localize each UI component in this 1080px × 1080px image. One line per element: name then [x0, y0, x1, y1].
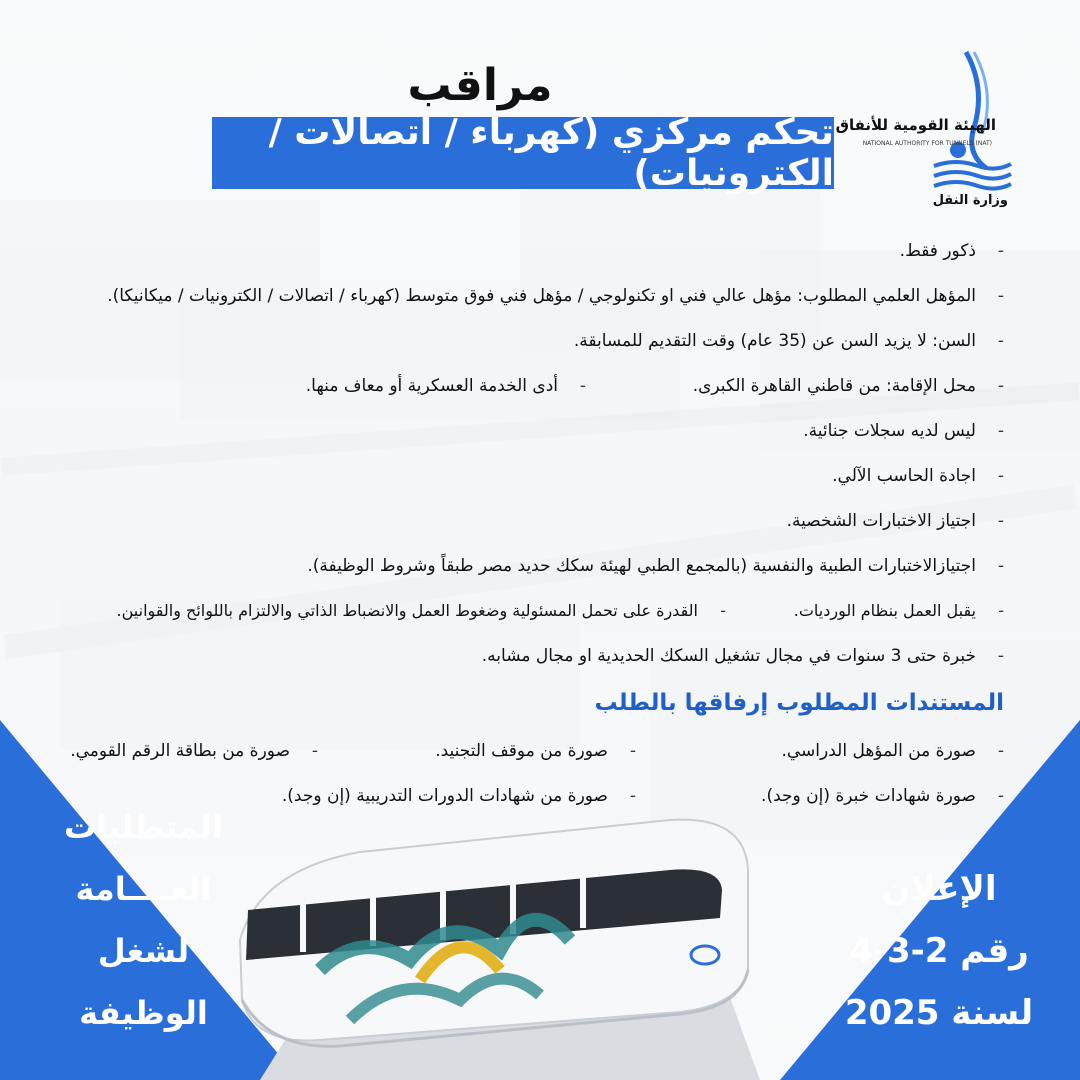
- requirement-text: خبرة حتى 3 سنوات في مجال تشغيل السكك الحديدية او مجال مشابه.: [481, 645, 976, 666]
- list-item: [44, 588, 1004, 633]
- requirement-text: محل الإقامة: من قاطني القاهرة الكبرى.: [692, 375, 976, 396]
- job-subtitle-banner: تحكم مركزي (كهرباء / اتصالات / الكترونيات): [212, 117, 834, 189]
- footer-left-line: العــــامة: [75, 870, 212, 908]
- bullet-dash: -: [998, 601, 1004, 620]
- requirements-list: [44, 228, 1004, 818]
- list-item: [44, 273, 1004, 318]
- list-item: [44, 453, 1004, 498]
- footer-right-line: لسنة 2025: [844, 993, 1034, 1033]
- monorail-train-illustration: [200, 800, 760, 1080]
- bullet-dash: -: [997, 740, 1004, 761]
- document-text: صورة شهادات خبرة (إن وجد).: [761, 785, 976, 806]
- logo-ministry: وزارة النقل: [932, 193, 1008, 208]
- bullet-dash: -: [997, 330, 1004, 351]
- list-item: [44, 318, 1004, 363]
- requirement-text: ذكور فقط.: [899, 240, 976, 261]
- requirement-text: اجتياز الاختبارات الشخصية.: [786, 510, 976, 531]
- requirement-text: ليس لديه سجلات جنائية.: [803, 420, 976, 441]
- list-item: [44, 228, 1004, 273]
- announcement-number-label: [834, 858, 1044, 1044]
- footer-right-line: الإعلان: [881, 869, 997, 909]
- bullet-dash: -: [629, 740, 636, 761]
- bullet-dash: -: [720, 601, 726, 620]
- requirement-text: اجادة الحاسب الآلي.: [832, 465, 976, 486]
- list-item: [44, 633, 1004, 678]
- requirement-text: القدرة على تحمل المسئولية وضغوط العمل والانضباط الذاتي والالتزام باللوائح والقوانين.: [116, 601, 698, 620]
- bullet-dash: -: [997, 645, 1004, 666]
- list-item: [44, 498, 1004, 543]
- footer-left-line: لشغل الوظيفة: [79, 932, 208, 1032]
- bullet-dash: -: [997, 240, 1004, 261]
- document-text: صورة من شهادات الدورات التدريبية (إن وجد).: [281, 785, 608, 806]
- bullet-dash: -: [311, 740, 318, 761]
- footer-right-line: رقم 2-3-4: [849, 931, 1029, 971]
- requirement-text: يقبل العمل بنظام الورديات.: [793, 601, 976, 620]
- list-item: [44, 363, 1004, 408]
- requirement-text: السن: لا يزيد السن عن (35 عام) وقت التقديم للمسابقة.: [573, 330, 976, 351]
- logo-name-ar: الهيئة القومية للأنفاق: [835, 116, 996, 134]
- bullet-dash: -: [579, 375, 586, 396]
- general-requirements-label: [36, 796, 251, 1044]
- document-text: صورة من موقف التجنيد.: [435, 740, 608, 761]
- bullet-dash: -: [629, 785, 636, 806]
- bullet-dash: -: [997, 555, 1004, 576]
- logo-name-en: NATIONAL AUTHORITY FOR TUNNELS (NAT): [862, 140, 992, 147]
- requirement-text: المؤهل العلمي المطلوب: مؤهل عالي فني او تكنولوجي / مؤهل فني فوق متوسط (كهرباء / اتصالات / الكترونيات / ميكانيكا).: [107, 285, 976, 306]
- bullet-dash: -: [997, 420, 1004, 441]
- list-item: [44, 408, 1004, 453]
- bullet-dash: -: [997, 510, 1004, 531]
- document-text: صورة من بطاقة الرقم القومي.: [70, 740, 290, 761]
- list-item: [44, 728, 1004, 773]
- bullet-dash: -: [997, 285, 1004, 306]
- requirement-text: اجتيازالاختبارات الطبية والنفسية (بالمجمع الطبي لهيئة سكك حديد مصر طبقاً وشروط الوظيفة).: [307, 555, 976, 576]
- documents-section-title: المستندات المطلوب إرفاقها بالطلب: [594, 690, 1004, 716]
- footer-left-line: المتطلبات: [64, 808, 223, 846]
- requirement-text: أدى الخدمة العسكرية أو معاف منها.: [305, 375, 558, 396]
- nat-logo: [835, 48, 1016, 208]
- bullet-dash: -: [997, 375, 1004, 396]
- job-title: مراقب: [407, 60, 553, 111]
- list-item: [44, 543, 1004, 588]
- bullet-dash: -: [997, 465, 1004, 486]
- bullet-dash: -: [997, 785, 1004, 806]
- document-text: صورة من المؤهل الدراسي.: [781, 740, 976, 761]
